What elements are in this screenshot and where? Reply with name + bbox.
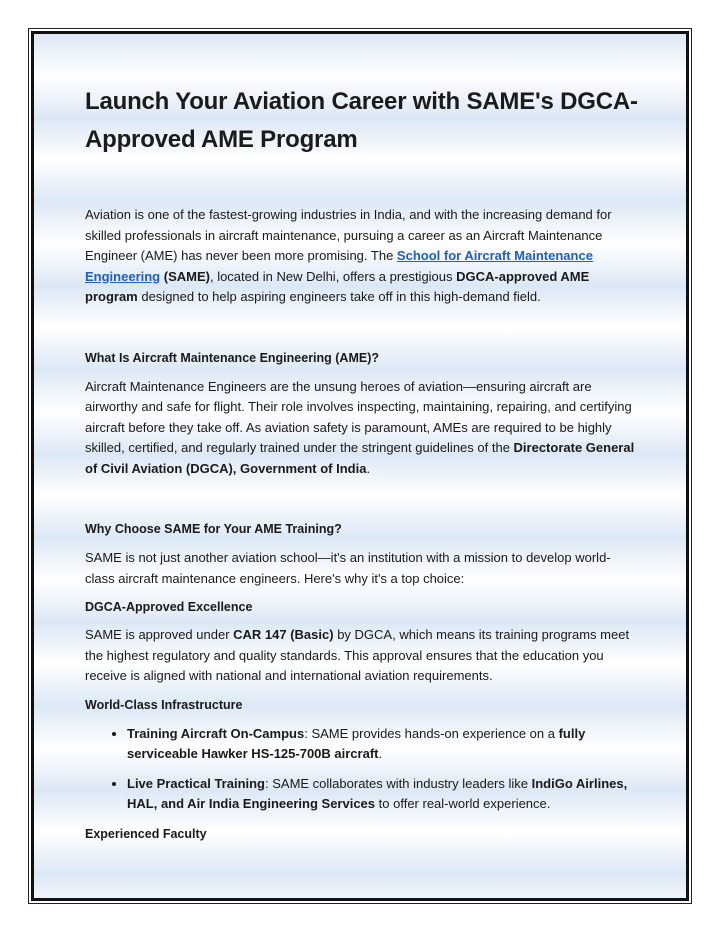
intro-text-3: designed to help aspiring engineers take off in this high-demand field.	[137, 289, 541, 304]
section-ame-paragraph	[85, 377, 640, 480]
section1-text-1: Aircraft Maintenance Engineers are the unsung heroes of aviation—ensuring aircraft are airworthy and safe for flight. Their role involves inspecting, maintaining, repairing, and certifying aircraft before they take off. As aviation safety is paramount, AMEs are required to be highly skilled, certified, and regularly trained under the stringent guidelines of the	[85, 378, 632, 455]
subheading-faculty: Experienced Faculty	[85, 826, 207, 841]
page-title: Launch Your Aviation Career with SAME's DGCA-Approved AME Program	[85, 88, 638, 153]
section-heading-ame: What Is Aircraft Maintenance Engineering (AME)?	[85, 350, 380, 365]
list-item-text-1: : SAME collaborates with industry leaders like	[265, 775, 532, 791]
list-item	[127, 774, 640, 815]
sub1-text-2: by DGCA, which means its training programs meet the highest regulatory and quality standards. This approval ensures that the education you receive is aligned with national and international aviation requirements.	[85, 627, 630, 683]
section-why-same-paragraph: SAME is not just another aviation school—it's an institution with a mission to develop world-class aircraft maintenance engineers. Here's why it's a top choice:	[85, 550, 611, 586]
intro-paragraph	[85, 205, 640, 308]
infrastructure-list	[85, 724, 640, 815]
intro-text-2: , located in New Delhi, offers a prestigious	[209, 268, 457, 284]
intro-bold-2: DGCA-approved AME program	[85, 268, 590, 304]
section1-text-2: .	[366, 460, 371, 476]
list-item-text-1: : SAME provides hands-on experience on a	[304, 725, 559, 741]
section1-bold-1: Directorate General of Civil Aviation (DGCA), Government of India	[85, 440, 635, 476]
subheading-dgca-excellence: DGCA-Approved Excellence	[85, 600, 253, 614]
list-item-bold-2: fully serviceable Hawker HS-125-700B aircraft	[127, 725, 586, 761]
sub1-text-1: SAME is approved under	[85, 627, 234, 642]
dgca-excellence-paragraph	[85, 625, 640, 687]
intro-text-1: Aviation is one of the fastest-growing industries in India, and with the increasing demand for skilled professionals in aircraft maintenance, pursuing a career as an Aircraft Maintenance Engineer (AME) has never been more promising. The	[85, 207, 612, 263]
sub1-bold-1: CAR 147 (Basic)	[233, 627, 334, 642]
list-item-bold-1: Training Aircraft On-Campus	[127, 725, 305, 741]
same-link[interactable]: School for Aircraft Maintenance Engineering	[85, 248, 593, 284]
list-item-bold-1: Live Practical Training	[127, 775, 265, 791]
list-item-bold-2: IndiGo Airlines, HAL, and Air India Engineering Services	[127, 775, 628, 811]
section-heading-why-same: Why Choose SAME for Your AME Training?	[85, 522, 342, 536]
subheading-infrastructure: World-Class Infrastructure	[85, 697, 243, 712]
list-item-text-2: to offer real-world experience.	[375, 796, 551, 811]
document-content	[85, 83, 640, 844]
intro-bold-1: (SAME)	[160, 268, 210, 284]
list-item	[127, 724, 640, 765]
list-item-text-2: .	[378, 746, 383, 761]
